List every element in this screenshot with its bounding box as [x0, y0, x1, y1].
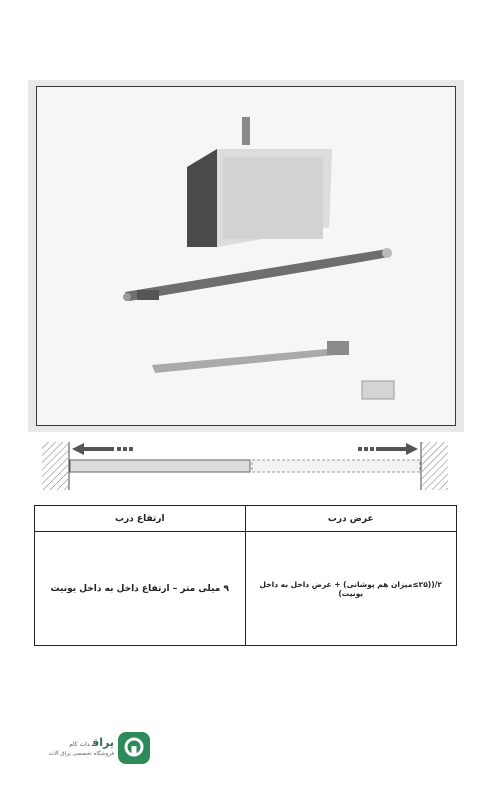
- hinge-plate: [223, 157, 323, 239]
- value-door-height: ۹ میلی متر – ارتفاع داخل به داخل یونیت: [35, 532, 246, 645]
- lock-logo-icon: [118, 732, 150, 764]
- value-door-width: ۲/((۲۵≥میزان هم پوشانی) + عرض داخل به داخل یونیت): [259, 579, 442, 598]
- channel-rail: [152, 349, 335, 373]
- right-arrow-shaft: [376, 447, 406, 451]
- logo-tagline: فروشگاه تخصصی یراق آلات: [48, 751, 114, 757]
- arm-tip: [382, 248, 392, 258]
- logo-name: یراقدات کام: [69, 736, 114, 749]
- arm-connector: [137, 290, 159, 300]
- header-door-height: ارتفاع درب: [35, 506, 246, 532]
- left-wall: [42, 442, 68, 490]
- arm-long: [125, 249, 389, 301]
- arm-end: [123, 293, 131, 301]
- pivot-pin: [242, 117, 250, 145]
- small-bracket: [362, 381, 394, 399]
- right-arrow-head: [406, 443, 418, 455]
- product-photo: [36, 86, 456, 426]
- header-door-width: عرض درب: [246, 506, 457, 532]
- door-opening-diagram: [40, 436, 460, 496]
- hinge-parts-illustration: [37, 87, 457, 427]
- hinge-side: [187, 149, 217, 247]
- left-arrow-shaft: [84, 447, 114, 451]
- door-leaf: [70, 460, 250, 472]
- left-arrow-head: [72, 443, 84, 455]
- spec-table: [34, 505, 457, 646]
- right-wall: [422, 442, 448, 490]
- door-leaf-open-outline: [252, 460, 420, 472]
- brand-logo[interactable]: [40, 732, 150, 764]
- channel-block: [327, 341, 349, 355]
